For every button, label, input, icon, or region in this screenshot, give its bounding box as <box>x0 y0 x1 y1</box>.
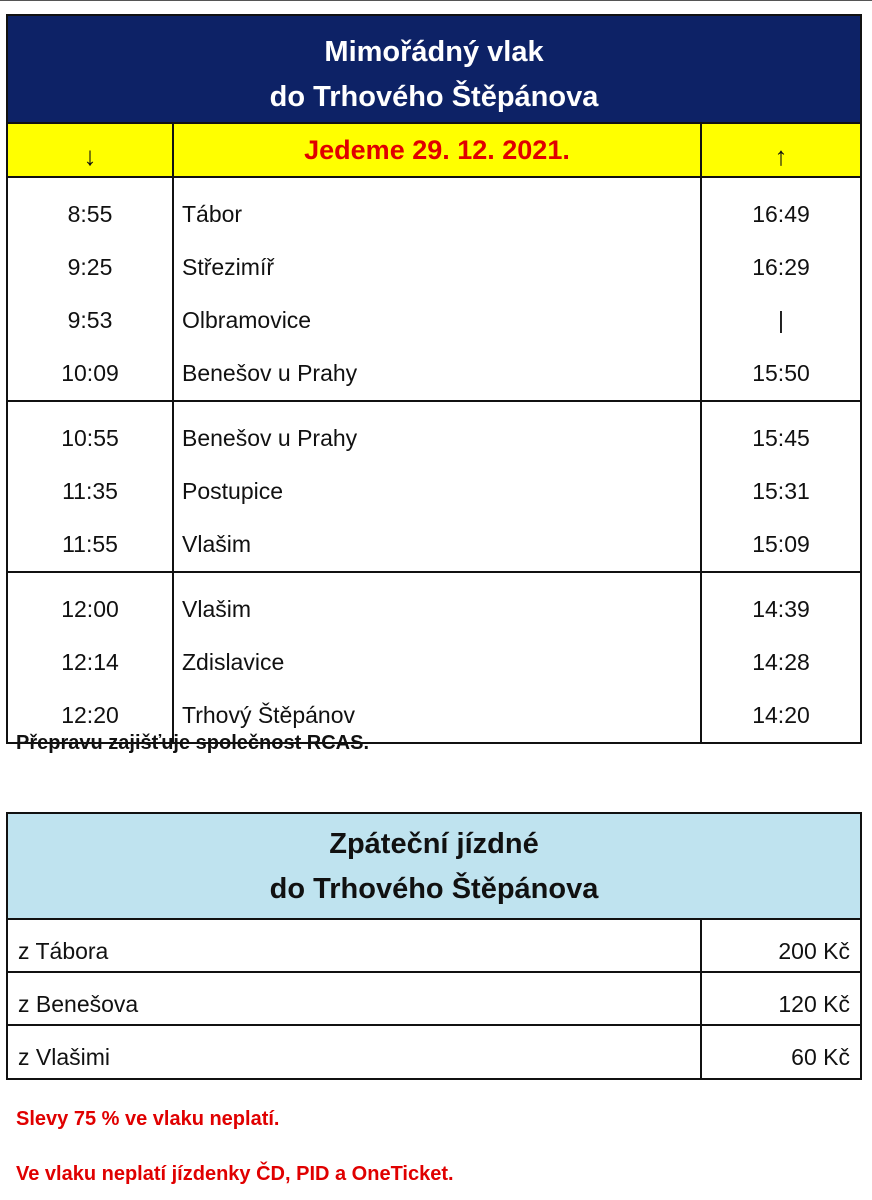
fare-row <box>8 920 860 973</box>
departure-time: 8:55 <box>67 201 113 227</box>
station-name: Střezimíř <box>182 254 274 280</box>
fare-origin: z Benešova <box>8 973 702 1024</box>
fare-row <box>8 973 860 1026</box>
fares-table <box>6 812 862 1080</box>
operator-note: Přepravu zajišťuje společnost RCAS. <box>16 732 370 754</box>
fares-title-line2: do Trhového Štěpánova <box>269 873 599 905</box>
station-name: Vlašim <box>182 531 252 557</box>
fare-price: 120 Kč <box>778 991 850 1017</box>
return-column <box>702 402 860 571</box>
return-time: 15:09 <box>752 531 810 557</box>
timetable-header <box>8 16 860 124</box>
departure-time: 12:14 <box>61 649 119 675</box>
departure-column <box>8 402 172 571</box>
timetable-group-2 <box>8 402 860 573</box>
station-column <box>172 402 702 571</box>
return-time: 16:49 <box>752 201 810 227</box>
station-column <box>172 573 702 742</box>
station-name: Zdislavice <box>182 649 285 675</box>
discount-warning: Slevy 75 % ve vlaku neplatí. <box>16 1108 280 1130</box>
station-name: Postupice <box>182 478 284 504</box>
departure-time: 11:35 <box>62 478 118 504</box>
timetable-title-line1: Mimořádný vlak <box>324 36 544 68</box>
return-time: 14:28 <box>752 649 810 675</box>
station-name: Benešov u Prahy <box>182 425 358 451</box>
ticket-warning: Ve vlaku neplatí jízdenky ČD, PID a OneTicket. <box>16 1163 454 1185</box>
arrow-down-icon: ↓ <box>83 140 97 171</box>
return-time: | <box>778 307 784 333</box>
departure-time: 12:20 <box>61 702 119 728</box>
fare-origin: z Tábora <box>8 920 702 971</box>
return-time: 15:45 <box>752 425 810 451</box>
return-time: 14:20 <box>752 702 810 728</box>
fares-header <box>8 814 860 920</box>
timetable-title-line2: do Trhového Štěpánova <box>269 81 599 113</box>
departure-column <box>8 178 172 400</box>
timetable <box>6 14 862 744</box>
return-time: 15:31 <box>752 478 810 504</box>
station-name: Tábor <box>182 201 243 227</box>
station-name: Trhový Štěpánov <box>182 702 356 728</box>
departure-time: 10:55 <box>61 425 119 451</box>
fare-price: 200 Kč <box>778 938 850 964</box>
return-time: 14:39 <box>752 596 810 622</box>
departure-time: 10:09 <box>61 360 119 386</box>
departure-column <box>8 573 172 742</box>
departure-time: 11:55 <box>62 531 118 557</box>
top-border-line <box>0 0 872 5</box>
return-column <box>702 573 860 742</box>
departure-time: 12:00 <box>61 596 119 622</box>
timetable-group-3 <box>8 573 860 742</box>
fare-row <box>8 1026 860 1078</box>
return-column <box>702 178 860 400</box>
station-name: Vlašim <box>182 596 252 622</box>
station-column <box>172 178 702 400</box>
arrow-up-icon: ↑ <box>774 140 788 171</box>
timetable-date-row <box>8 124 860 178</box>
return-time: 16:29 <box>752 254 810 280</box>
timetable-group-1 <box>8 178 860 402</box>
station-name: Olbramovice <box>182 307 312 333</box>
departure-time: 9:25 <box>67 254 113 280</box>
fares-title-line1: Zpáteční jízdné <box>329 828 539 860</box>
station-name: Benešov u Prahy <box>182 360 358 386</box>
return-time: 15:50 <box>752 360 810 386</box>
fare-origin: z Vlašimi <box>8 1026 702 1078</box>
travel-date: Jedeme 29. 12. 2021. <box>172 124 702 176</box>
fare-price: 60 Kč <box>791 1044 850 1070</box>
departure-time: 9:53 <box>67 307 113 333</box>
